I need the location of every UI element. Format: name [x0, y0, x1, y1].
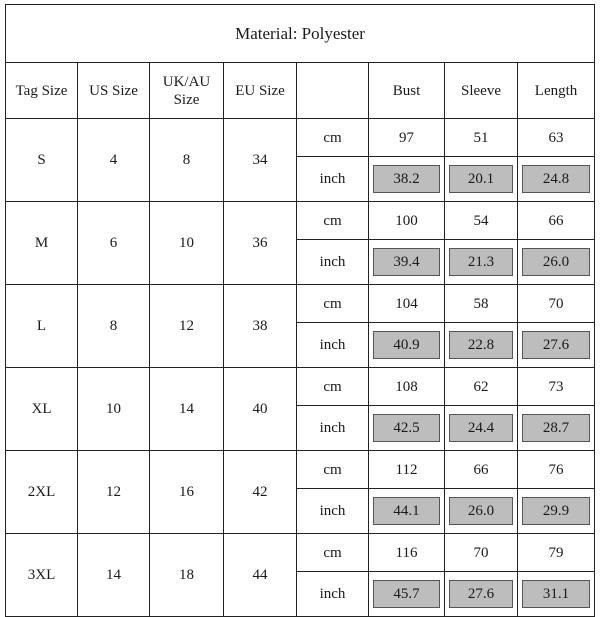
bust-inch-value: 45.7 — [373, 580, 440, 608]
bust-inch-value: 42.5 — [373, 414, 440, 442]
uk-au-size-cell: 8 — [150, 119, 224, 202]
bust-inch-value: 44.1 — [373, 497, 440, 525]
length-inch-cell — [518, 240, 595, 285]
length-cm-cell: 70 — [518, 285, 595, 323]
length-inch-value: 28.7 — [522, 414, 590, 442]
unit-label: cm — [297, 119, 369, 157]
unit-label: cm — [297, 202, 369, 240]
length-inch-value: 24.8 — [522, 165, 590, 193]
sleeve-inch-cell — [445, 489, 518, 534]
tag-size-cell: M — [6, 202, 78, 285]
table-row — [6, 368, 595, 406]
uk-au-size-cell: 16 — [150, 451, 224, 534]
unit-label: cm — [297, 451, 369, 489]
unit-label: inch — [297, 323, 369, 368]
sleeve-inch-cell — [445, 157, 518, 202]
unit-label: cm — [297, 368, 369, 406]
sleeve-cm-cell: 51 — [445, 119, 518, 157]
uk-au-size-cell: 18 — [150, 534, 224, 617]
tag-size-cell: L — [6, 285, 78, 368]
length-inch-value: 27.6 — [522, 331, 590, 359]
header-tag-size: Tag Size — [6, 63, 78, 119]
length-cm-cell: 73 — [518, 368, 595, 406]
bust-inch-cell — [369, 489, 445, 534]
tag-size-cell: 2XL — [6, 451, 78, 534]
sleeve-inch-value: 26.0 — [449, 497, 513, 525]
bust-cm-cell: 112 — [369, 451, 445, 489]
bust-inch-value: 39.4 — [373, 248, 440, 276]
size-chart — [5, 4, 594, 617]
length-inch-value: 29.9 — [522, 497, 590, 525]
length-cm-cell: 76 — [518, 451, 595, 489]
sleeve-inch-value: 22.8 — [449, 331, 513, 359]
bust-cm-cell: 116 — [369, 534, 445, 572]
header-unit — [297, 63, 369, 119]
header-uk-au-size: UK/AU Size — [150, 63, 224, 119]
eu-size-cell: 40 — [224, 368, 297, 451]
sleeve-inch-cell — [445, 572, 518, 617]
length-inch-cell — [518, 157, 595, 202]
length-inch-value: 31.1 — [522, 580, 590, 608]
table-row — [6, 119, 595, 157]
tag-size-cell: S — [6, 119, 78, 202]
unit-label: inch — [297, 157, 369, 202]
sleeve-cm-cell: 70 — [445, 534, 518, 572]
table-row — [6, 285, 595, 323]
length-cm-cell: 63 — [518, 119, 595, 157]
sleeve-cm-cell: 62 — [445, 368, 518, 406]
header-row — [6, 63, 595, 119]
header-eu-size: EU Size — [224, 63, 297, 119]
table-row — [6, 202, 595, 240]
bust-inch-cell — [369, 323, 445, 368]
bust-inch-value: 40.9 — [373, 331, 440, 359]
header-bust: Bust — [369, 63, 445, 119]
bust-cm-cell: 104 — [369, 285, 445, 323]
tag-size-cell: 3XL — [6, 534, 78, 617]
eu-size-cell: 38 — [224, 285, 297, 368]
us-size-cell: 4 — [78, 119, 150, 202]
sleeve-cm-cell: 54 — [445, 202, 518, 240]
uk-au-size-cell: 14 — [150, 368, 224, 451]
eu-size-cell: 42 — [224, 451, 297, 534]
length-inch-cell — [518, 489, 595, 534]
length-inch-cell — [518, 323, 595, 368]
table-row — [6, 451, 595, 489]
sleeve-inch-cell — [445, 240, 518, 285]
length-cm-cell: 79 — [518, 534, 595, 572]
bust-inch-cell — [369, 157, 445, 202]
sleeve-inch-cell — [445, 406, 518, 451]
eu-size-cell: 36 — [224, 202, 297, 285]
bust-inch-cell — [369, 406, 445, 451]
unit-label: inch — [297, 240, 369, 285]
unit-label: cm — [297, 534, 369, 572]
uk-au-size-cell: 12 — [150, 285, 224, 368]
header-length: Length — [518, 63, 595, 119]
us-size-cell: 14 — [78, 534, 150, 617]
unit-label: inch — [297, 406, 369, 451]
eu-size-cell: 34 — [224, 119, 297, 202]
length-inch-cell — [518, 572, 595, 617]
header-sleeve: Sleeve — [445, 63, 518, 119]
bust-cm-cell: 108 — [369, 368, 445, 406]
eu-size-cell: 44 — [224, 534, 297, 617]
unit-label: inch — [297, 489, 369, 534]
header-us-size: US Size — [78, 63, 150, 119]
us-size-cell: 6 — [78, 202, 150, 285]
bust-inch-cell — [369, 572, 445, 617]
sleeve-inch-cell — [445, 323, 518, 368]
unit-label: cm — [297, 285, 369, 323]
table-title: Material: Polyester — [6, 5, 595, 63]
length-cm-cell: 66 — [518, 202, 595, 240]
unit-label: inch — [297, 572, 369, 617]
us-size-cell: 10 — [78, 368, 150, 451]
length-inch-cell — [518, 406, 595, 451]
sleeve-cm-cell: 58 — [445, 285, 518, 323]
us-size-cell: 12 — [78, 451, 150, 534]
sleeve-inch-value: 24.4 — [449, 414, 513, 442]
length-inch-value: 26.0 — [522, 248, 590, 276]
bust-inch-value: 38.2 — [373, 165, 440, 193]
bust-cm-cell: 97 — [369, 119, 445, 157]
bust-inch-cell — [369, 240, 445, 285]
tag-size-cell: XL — [6, 368, 78, 451]
size-table — [5, 4, 595, 617]
sleeve-cm-cell: 66 — [445, 451, 518, 489]
uk-au-size-cell: 10 — [150, 202, 224, 285]
sleeve-inch-value: 27.6 — [449, 580, 513, 608]
sleeve-inch-value: 21.3 — [449, 248, 513, 276]
table-row — [6, 534, 595, 572]
sleeve-inch-value: 20.1 — [449, 165, 513, 193]
bust-cm-cell: 100 — [369, 202, 445, 240]
us-size-cell: 8 — [78, 285, 150, 368]
